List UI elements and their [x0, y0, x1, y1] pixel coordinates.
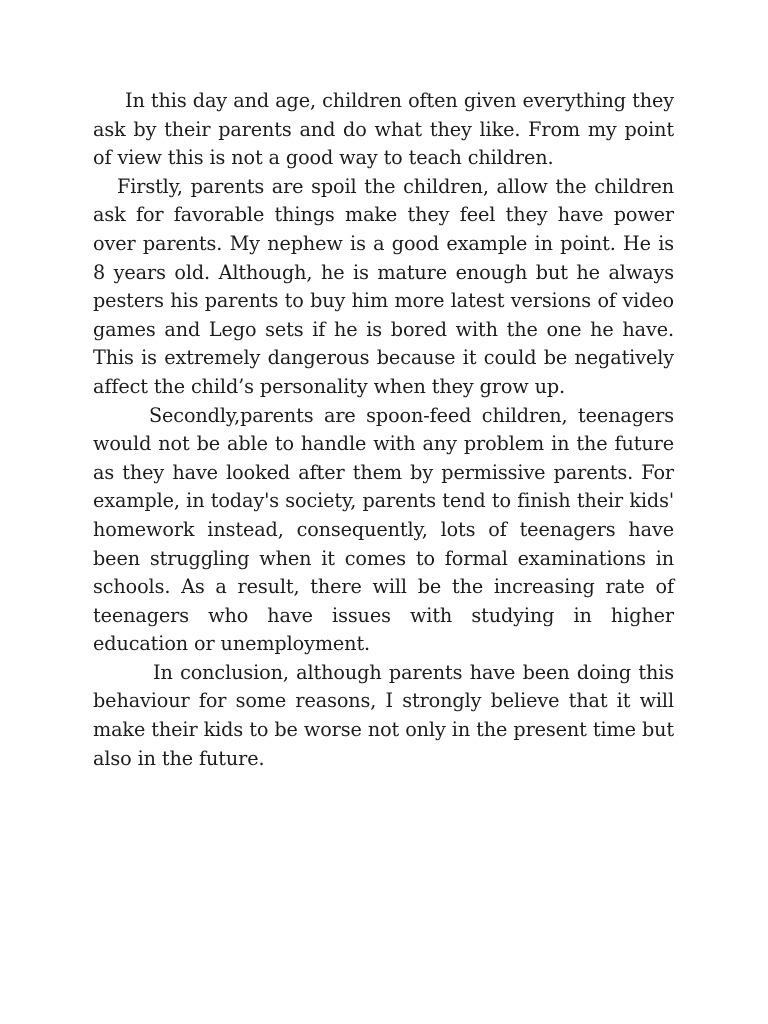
paragraph-introduction: In this day and age, children often given everything they ask by their parents and do what they like. From my point of view this is not a good way to teach children. [93, 89, 674, 170]
paragraph-firstly: Firstly, parents are spoil the children, allow the children ask for favorable things make they feel they have power over parents. My nephew is a good example in point. He is 8 years old. Although, he is mature enough but he always pesters his parents to buy him more latest versions of video games and Lego sets if he is bored with the one he have. This is extremely dangerous because it could be negatively affect the child’s personality when they grow up. [93, 174, 674, 398]
paragraph-secondly: Secondly,parents are spoon-feed children, teenagers would not be able to handle with any problem in the future as they have looked after them by permissive parents. For example, in today's society, parents tend to finish their kids' homework instead, consequently, lots of teenagers have been struggling when it comes to formal examinations in schools. As a result, there will be the increasing rate of teenagers who have issues with studying in higher education or unemployment. [93, 403, 674, 656]
essay-page [93, 87, 674, 773]
paragraph-conclusion: In conclusion, although parents have been doing this behaviour for some reasons, I strongly believe that it will make their kids to be worse not only in the present time but also in the future. [93, 660, 674, 770]
